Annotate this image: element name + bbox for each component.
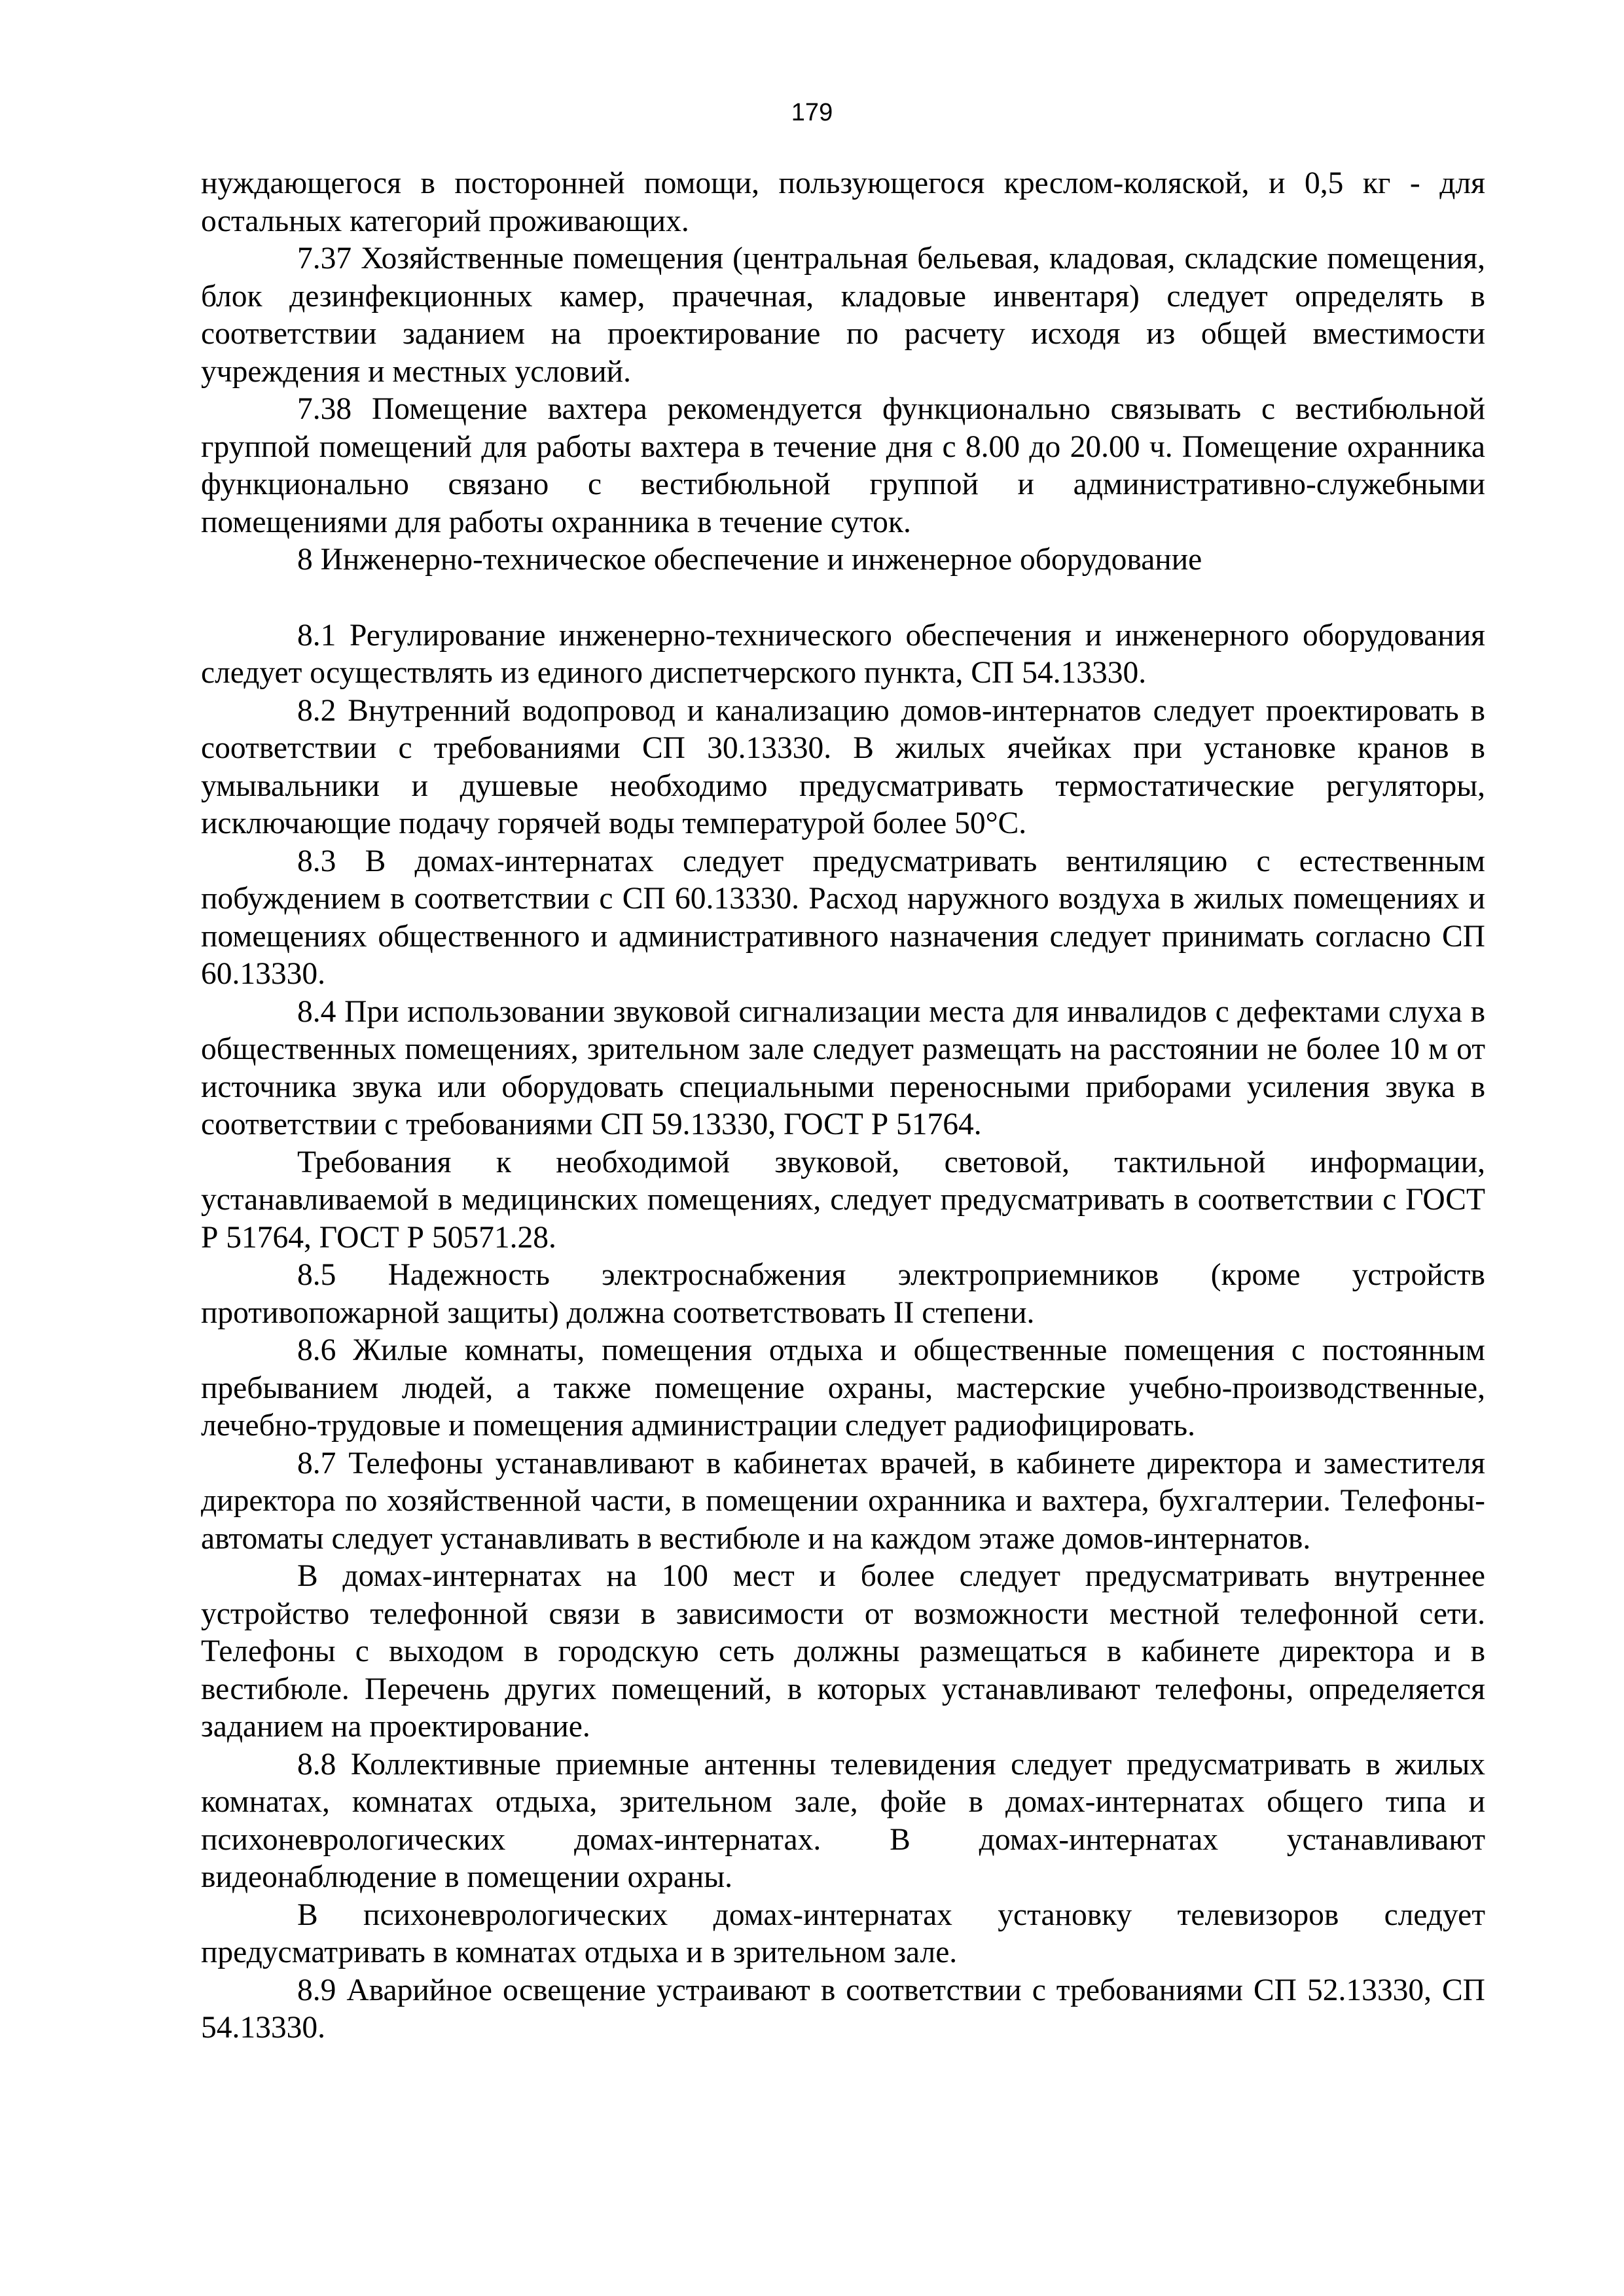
document-body	[201, 165, 1485, 2047]
paragraph-8-9: 8.9 Аварийное освещение устраивают в соответствии с требованиями СП 52.13330, СП 54.13330.	[201, 1973, 1485, 2045]
section-8-heading: 8 Инженерно-техническое обеспечение и инженерное оборудование	[297, 543, 1202, 577]
paragraph-8-2: 8.2 Внутренний водопровод и канализацию домов-интернатов следует проектировать в соответствии с требованиями СП 30.13330. В жилых ячейках при установке кранов в умывальники и душевые необходимо предусматривать термостатические регуляторы, исключающие подачу горячей воды температурой более 50°С.	[201, 693, 1485, 840]
paragraph-8-8: 8.8 Коллективные приемные антенны телевидения следует предусматривать в жилых комнатах, комнатах отдыха, зрительном зале, фойе в домах-интернатах общего типа и психоневрологических домах-интернатах. В домах-интернатах устанавливают видеонаблюдение в помещении охраны.	[201, 1747, 1485, 1894]
page-number: 179	[791, 99, 833, 126]
paragraph-8-6: 8.6 Жилые комнаты, помещения отдыха и общественные помещения с постоянным пребыванием людей, а также помещение охраны, мастерские учебно-производственные, лечебно-трудовые и помещения администрации следует радиофицировать.	[201, 1333, 1485, 1443]
paragraph-8-8-televisions: В психоневрологических домах-интернатах установку телевизоров следует предусматривать в комнатах отдыха и в зрительном зале.	[201, 1897, 1485, 1969]
paragraph-8-5: 8.5 Надежность электроснабжения электроприемников (кроме устройств противопожарной защиты) должна соответствовать II степени.	[201, 1258, 1485, 1330]
paragraph-8-7: 8.7 Телефоны устанавливают в кабинетах врачей, в кабинете директора и заместителя директора по хозяйственной части, в помещении охранника и вахтера, бухгалтерии. Телефоны-автоматы следует устанавливать в вестибюле и на каждом этаже домов-интернатов.	[201, 1446, 1485, 1556]
paragraph-8-3: 8.3 В домах-интернатах следует предусматривать вентиляцию с естественным побуждением в соответствии с СП 60.13330. Расход наружного воздуха в жилых помещениях и помещениях общественного и административного назначения следует принимать согласно СП 60.13330.	[201, 844, 1485, 991]
paragraph-8-1: 8.1 Регулирование инженерно-технического обеспечения и инженерного оборудования следует осуществлять из единого диспетчерского пункта, СП 54.13330.	[201, 618, 1485, 690]
paragraph-7-37: 7.37 Хозяйственные помещения (центральная бельевая, кладовая, складские помещения, блок дезинфекционных камер, прачечная, кладовые инвентаря) следует определять в соответствии заданием на проектирование по расчету исходя из общей вместимости учреждения и местных условий.	[201, 242, 1485, 389]
paragraph-8-7-telephone-network: В домах-интернатах на 100 мест и более следует предусматривать внутреннее устройство телефонной связи в зависимости от возможности местной телефонной сети. Телефоны с выходом в городскую сеть должны размещаться в кабинете директора и в вестибюле. Перечень других помещений, в которых устанавливают телефоны, определяется заданием на проектирование.	[201, 1559, 1485, 1744]
paragraph-8-4: 8.4 При использовании звуковой сигнализации места для инвалидов с дефектами слуха в общественных помещениях, зрительном зале следует размещать на расстоянии не более 10 м от источника звука или оборудовать специальными переносными приборами усиления звука в соответствии с требованиями СП 59.13330, ГОСТ Р 51764.	[201, 994, 1485, 1141]
paragraph-7-38: 7.38 Помещение вахтера рекомендуется функционально связывать с вестибюльной группой помещений для работы вахтера в течение дня с 8.00 до 20.00 ч. Помещение охранника функционально связано с вестибюльной группой и административно-служебными помещениями для работы охранника в течение суток.	[201, 392, 1485, 539]
paragraph-8-4-requirements: Требования к необходимой звуковой, световой, тактильной информации, устанавливаемой в медицинских помещениях, следует предусматривать в соответствии с ГОСТ Р 51764, ГОСТ Р 50571.28.	[201, 1145, 1485, 1255]
paragraph-7-36-continuation: нуждающегося в посторонней помощи, пользующегося креслом-коляской, и 0,5 кг - для остальных категорий проживающих.	[201, 166, 1485, 238]
